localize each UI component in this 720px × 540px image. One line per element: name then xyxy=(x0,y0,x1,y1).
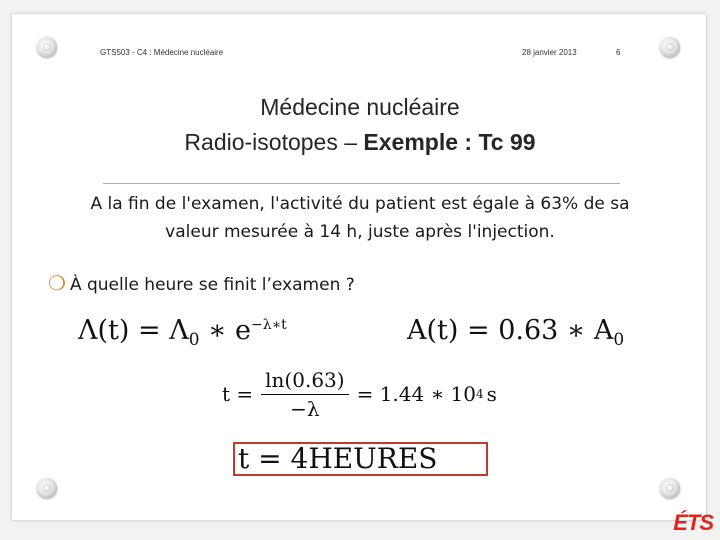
fraction-denominator: −λ xyxy=(290,396,320,421)
pushpin-icon xyxy=(660,478,680,498)
time-exponent: 4 xyxy=(475,387,484,401)
answer-box: t = 4HEURES xyxy=(233,442,488,476)
decay-exponent: −λ∗t xyxy=(251,317,287,333)
decay-equation xyxy=(78,315,287,350)
bullet-q-icon: ❍ xyxy=(48,271,66,295)
time-rhs: = 1.44 ∗ 10 xyxy=(356,382,476,406)
decay-sub: 0 xyxy=(188,330,200,350)
ratio-equation xyxy=(407,315,624,350)
title-prefix: Radio-isotopes – xyxy=(184,129,364,155)
pushpin-icon xyxy=(660,37,680,57)
slide-date: 28 janvier 2013 xyxy=(522,48,577,57)
time-lhs: t = xyxy=(222,382,254,406)
ratio-lhs: A(t) = 0.63 ∗ A xyxy=(407,315,614,346)
decay-lhs: Λ(t) = Λ xyxy=(78,315,189,346)
slide-title-line1: Médecine nucléaire xyxy=(260,94,460,120)
decay-mid: ∗ e xyxy=(199,315,252,346)
question xyxy=(48,271,355,295)
slide-number: 6 xyxy=(616,48,621,57)
slide-title-line2 xyxy=(0,127,720,157)
time-unit: s xyxy=(486,382,497,406)
title-example: Exemple : Tc 99 xyxy=(363,129,536,155)
time-equation xyxy=(222,364,497,424)
problem-statement-line1: A la fin de l'examen, l'activité du patient est égale à 63% de sa xyxy=(90,194,630,214)
problem-statement-line2: valeur mesurée à 14 h, juste après l'injection. xyxy=(165,222,555,242)
pushpin-icon xyxy=(37,37,57,57)
ets-logo: ÉTS xyxy=(673,510,713,535)
title-divider xyxy=(103,183,620,184)
course-header: GTS503 - C4 : Médecine nucléaire xyxy=(100,48,224,57)
fraction-numerator: ln(0.63) xyxy=(261,368,348,395)
ratio-sub: 0 xyxy=(613,330,625,350)
time-fraction xyxy=(261,368,348,421)
question-text: À quelle heure se finit l’examen ? xyxy=(69,275,355,295)
pushpin-icon xyxy=(37,478,57,498)
